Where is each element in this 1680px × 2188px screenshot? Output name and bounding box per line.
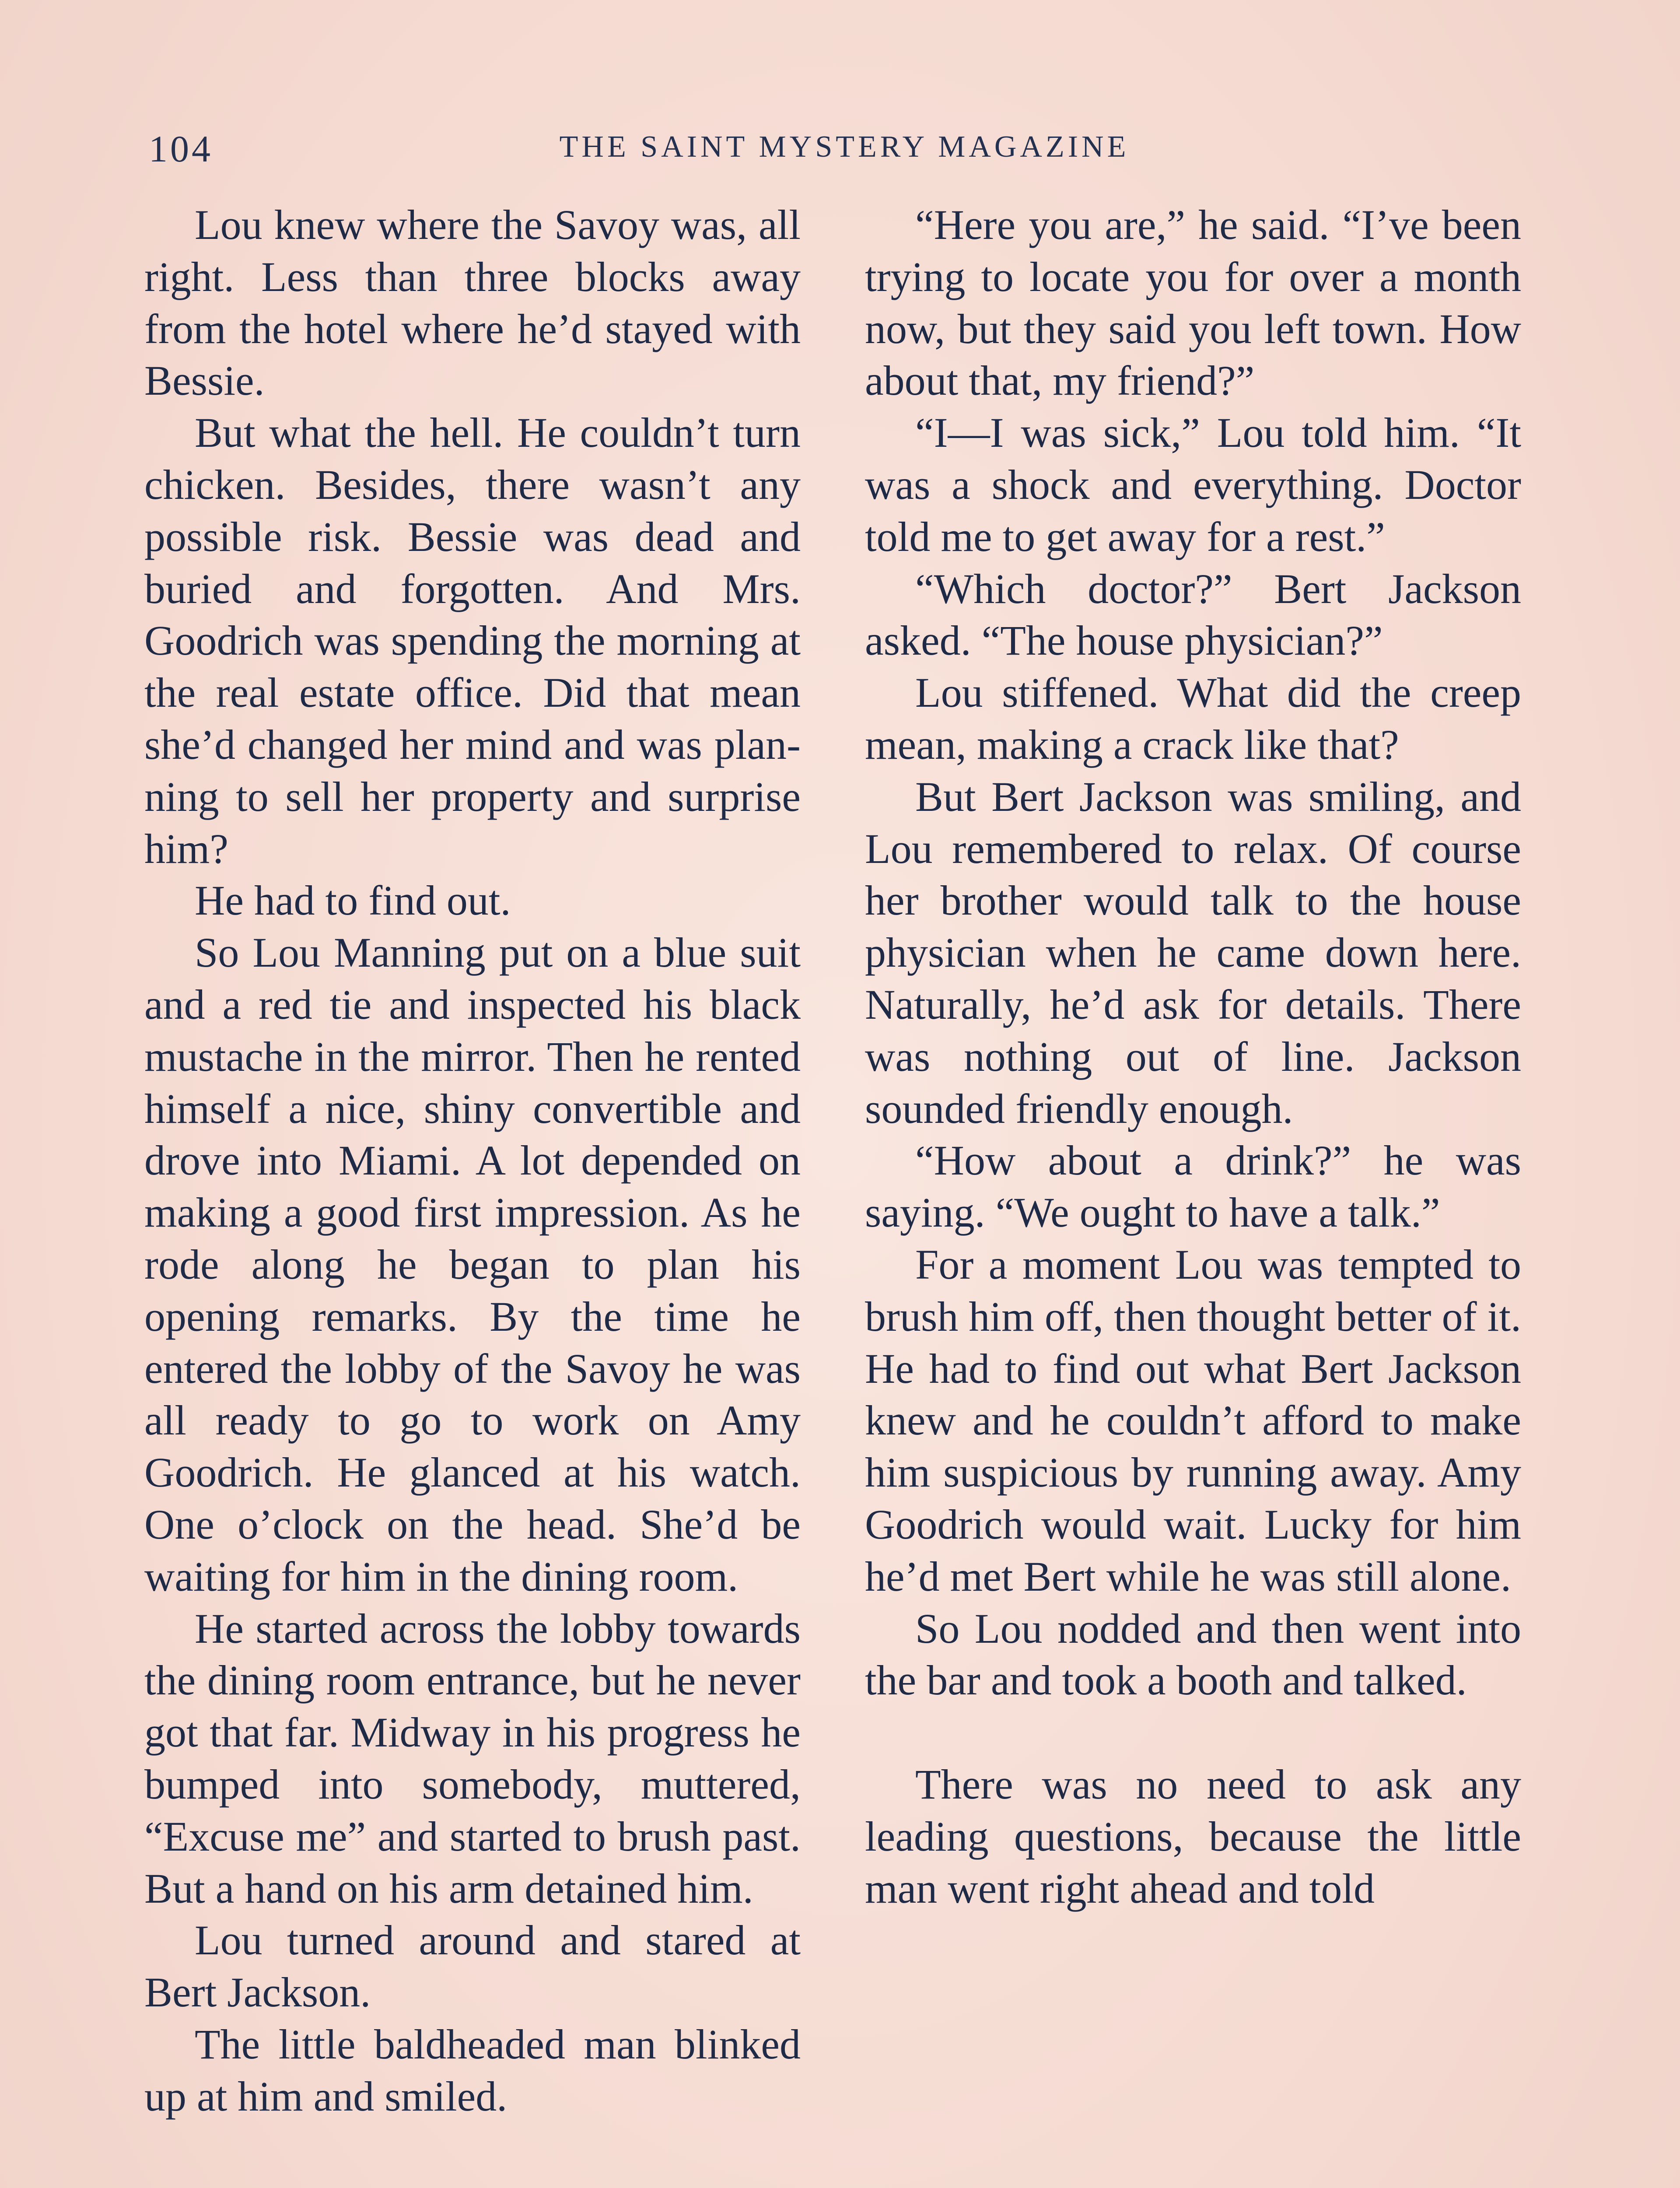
magazine-title: THE SAINT MYSTERY MAGAZINE (559, 130, 1130, 164)
paragraph: He started across the lobby towards the dining room entrance, but he never got that far. Midway in his progress he bumped into somebody, muttered, “Excuse me” and started to brush past. But a hand on his arm detained him. (144, 1605, 801, 1912)
right-column (865, 199, 1521, 1915)
paragraph: Lou stiffened. What did the creep mean, making a crack like that? (865, 669, 1521, 768)
paragraph: Lou turned around and stared at Bert Jackson. (144, 1917, 801, 2016)
paragraph: The little baldheaded man blinked up at him and smiled. (144, 2020, 801, 2120)
running-head (149, 127, 1540, 179)
paragraph: Lou knew where the Savoy was, all right. Less than three blocks away from the hotel where he’d stayed with Bessie. (144, 201, 801, 404)
paragraph: But what the hell. He couldn’t turn chicken. Besides, there wasn’t any possible risk. Bessie was dead and buried and forgotten. And Mrs. Goodrich was spending the morning at the real estate office. Did that mean she’d changed her mind and was planning to sell her property and surprise him? (144, 409, 801, 872)
page-number: 104 (149, 128, 213, 170)
paragraph: So Lou nodded and then went into the bar and took a booth and talked. (865, 1605, 1521, 1704)
paragraph-after-section-break: There was no need to ask any leading questions, because the little man went right ahead and told (865, 1761, 1521, 1912)
paragraph: “Here you are,” he said. “I’ve been trying to locate you for over a month now, but they said you left town. How about that, my friend?” (865, 201, 1521, 404)
paragraph: But Bert Jackson was smiling, and Lou remembered to relax. Of course her brother would talk to the house physician when he came down here. Naturally, he’d ask for details. There was nothing out of line. Jackson sounded friendly enough. (865, 773, 1521, 1132)
paragraph: So Lou Manning put on a blue suit and a red tie and inspected his black mustache in the mirror. Then he rented himself a nice, shiny convertible and drove into Miami. A lot depended on making a good first impression. As he rode along he began to plan his opening remarks. By the time he entered the lobby of the Savoy he was all ready to go to work on Amy Goodrich. He glanced at his watch. One o’clock on the head. She’d be waiting for him in the dining room. (144, 929, 801, 1600)
paragraph: “How about a drink?” he was saying. “We ought to have a talk.” (865, 1137, 1521, 1236)
paragraph: “Which doctor?” Bert Jackson asked. “The house physician?” (865, 565, 1521, 664)
paragraph: He had to find out. (195, 877, 511, 924)
paragraph: For a moment Lou was tempted to brush him off, then thought better of it. He had to find out what Bert Jackson knew and he couldn’t afford to make him suspicious by running away. Amy Goodrich would wait. Lucky for him he’d met Bert while he was still alone. (865, 1241, 1521, 1600)
paragraph: “I—I was sick,” Lou told him. “It was a shock and everything. Doctor told me to get away for a rest.” (865, 409, 1521, 560)
left-column (144, 199, 801, 2122)
